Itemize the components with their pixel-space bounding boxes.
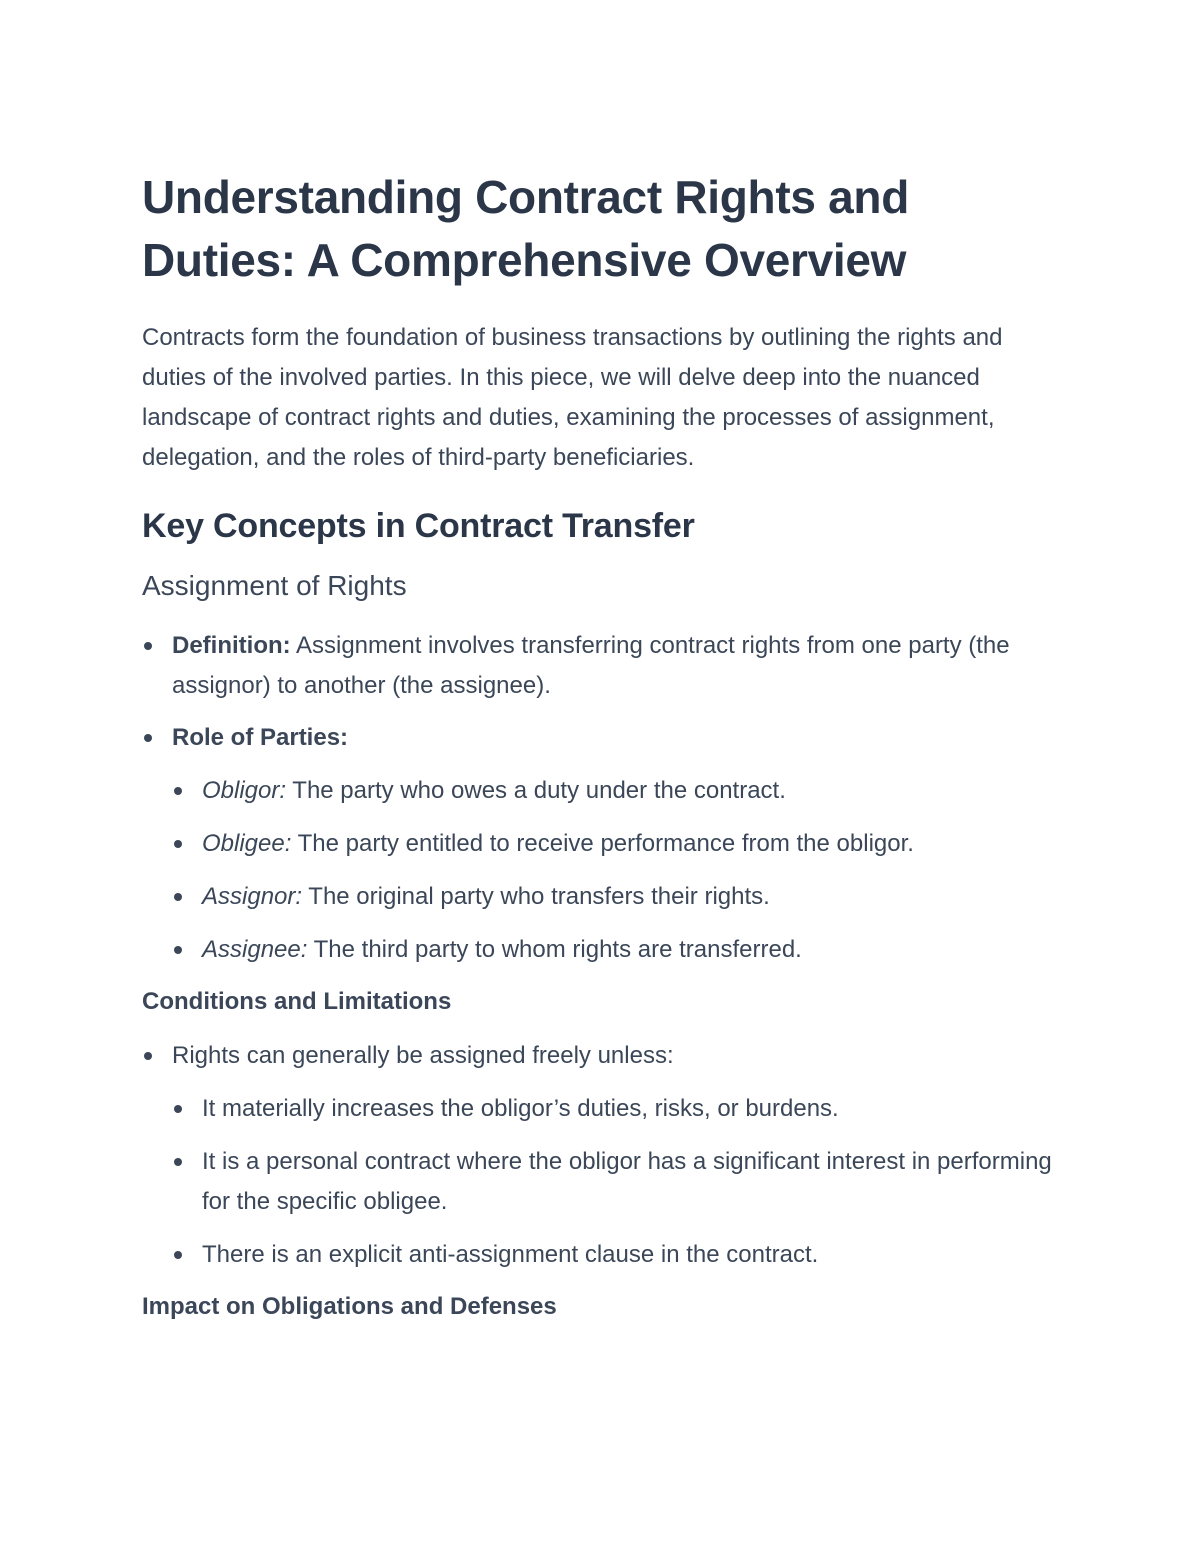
list-item-obligee [172, 824, 1062, 864]
subsection-heading-assignment: Assignment of Rights [142, 570, 407, 601]
section-heading-key-concepts: Key Concepts in Contract Transfer [142, 507, 695, 545]
list-item-condition [172, 1235, 1062, 1275]
role-term: Obligee: [202, 830, 292, 857]
bullet-icon [174, 1105, 182, 1113]
bullet-icon [174, 1251, 182, 1259]
page-title: Understanding Contract Rights and Duties: A Comprehensive Overview [142, 171, 910, 286]
bullet-icon [174, 1158, 182, 1166]
condition-text: There is an explicit anti-assignment clause in the contract. [202, 1241, 819, 1268]
list-item-assignor [172, 877, 1062, 917]
role-term: Assignor: [202, 883, 303, 910]
bullet-icon [174, 893, 182, 901]
bullet-icon [174, 787, 182, 795]
condition-text: It materially increases the obligor’s duties, risks, or burdens. [202, 1095, 839, 1122]
role-text: The third party to whom rights are transferred. [307, 936, 802, 963]
list-item-roles [142, 718, 1062, 970]
intro-paragraph: Contracts form the foundation of business transactions by outlining the rights and duties of the involved parties. In this piece, we will delve deep into the nuanced landscape of contract rights and duties, examining the processes of assignment, delegation, and the roles of third-party beneficiaries. [142, 324, 1003, 471]
list-item-condition [172, 1142, 1062, 1222]
definition-text: Assignment involves transferring contract rights from one party (the assignor) to another (the assignee). [172, 632, 1010, 699]
conditions-sublist [172, 1089, 1062, 1275]
role-text: The party entitled to receive performance from the obligor. [291, 830, 914, 857]
bullet-icon [144, 642, 152, 650]
role-text: The party who owes a duty under the contract. [286, 777, 786, 804]
list-item-condition [172, 1089, 1062, 1129]
bullet-icon [174, 946, 182, 954]
roles-list [172, 771, 1062, 970]
definition-term: Definition: [172, 632, 291, 659]
list-item-obligor [172, 771, 1062, 811]
list-item-assignee [172, 930, 1062, 970]
roles-term: Role of Parties: [172, 724, 349, 751]
subheading-impact: Impact on Obligations and Defenses [142, 1293, 557, 1320]
subheading-conditions: Conditions and Limitations [142, 988, 452, 1015]
bullet-icon [144, 1052, 152, 1060]
list-item-conditions-lead [142, 1036, 1062, 1275]
role-term: Assignee: [202, 936, 308, 963]
conditions-lead-text: Rights can generally be assigned freely unless: [172, 1042, 674, 1069]
conditions-list [142, 1036, 1062, 1275]
bullet-icon [174, 840, 182, 848]
role-text: The original party who transfers their rights. [302, 883, 770, 910]
assignment-list [142, 626, 1062, 970]
bullet-icon [144, 734, 152, 742]
condition-text: It is a personal contract where the obligor has a significant interest in performing for the specific obligee. [202, 1148, 1052, 1215]
role-term: Obligor: [202, 777, 287, 804]
document-page [142, 166, 1062, 1325]
list-item-definition [142, 626, 1062, 706]
